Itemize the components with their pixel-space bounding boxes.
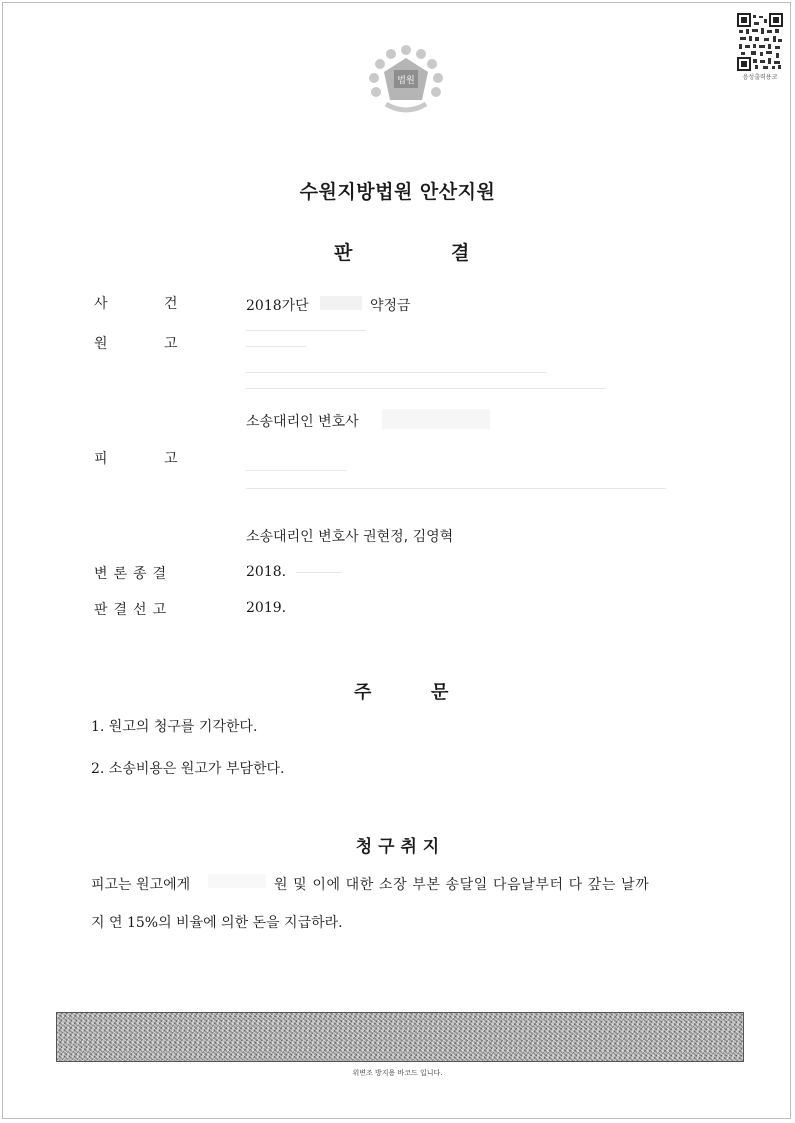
plaintiff-counsel: 소송대리인 변호사 xyxy=(246,414,359,430)
redaction xyxy=(382,409,490,429)
judgment-date-label: 판결선고 xyxy=(94,602,173,618)
claim-line-1-part-1: 피고는 원고에게 xyxy=(91,877,191,893)
court-emblem-icon xyxy=(366,42,446,120)
doc-title-char-2: 결 xyxy=(451,242,470,264)
case-claim: 약정금 xyxy=(370,298,411,314)
argument-closed-date: 2018. xyxy=(246,564,287,580)
anti-forgery-barcode xyxy=(56,1012,744,1062)
plaintiff-label-1: 원 xyxy=(94,336,108,352)
claim-heading: 청 구 취 지 xyxy=(355,837,440,857)
svg-text:법원: 법원 xyxy=(397,76,415,86)
qr-caption: 음성출력용코 xyxy=(742,74,778,81)
redaction xyxy=(320,296,362,310)
redaction xyxy=(246,488,666,489)
redaction xyxy=(208,874,266,888)
argument-closed-label: 변론종결 xyxy=(94,566,173,582)
defendant-label-2: 고 xyxy=(164,451,178,467)
page-border xyxy=(2,2,791,1119)
court-name: 수원지방법원 안산지원 xyxy=(299,181,496,203)
case-number: 2018가단 xyxy=(246,298,309,314)
redaction xyxy=(246,470,346,471)
order-item-1: 1. 원고의 청구를 기각한다. xyxy=(91,719,258,735)
claim-line-1-part-2: 원 및 이에 대한 소장 부본 송달일 다음날부터 다 갚는 날까 xyxy=(274,877,650,893)
redaction xyxy=(296,572,342,573)
plaintiff-label-2: 고 xyxy=(164,336,178,352)
case-label-1: 사 xyxy=(94,296,108,312)
redaction xyxy=(246,330,366,331)
defendant-label-1: 피 xyxy=(94,451,108,467)
order-heading-char-1: 주 xyxy=(354,682,372,703)
defendant-counsel: 소송대리인 변호사 권현정, 김영혁 xyxy=(246,529,454,545)
doc-title-char-1: 판 xyxy=(334,242,353,264)
case-label-2: 건 xyxy=(164,296,178,312)
redaction xyxy=(246,372,546,373)
order-item-2: 2. 소송비용은 원고가 부담한다. xyxy=(91,761,285,777)
claim-line-2: 지 연 15%의 비율에 의한 돈을 지급하라. xyxy=(91,915,343,931)
qr-code-icon xyxy=(737,13,783,71)
order-heading-char-2: 문 xyxy=(431,682,449,703)
barcode-caption: 위변조 방지용 바코드 입니다. xyxy=(352,1069,443,1077)
redaction xyxy=(246,388,606,389)
judgment-date: 2019. xyxy=(246,600,287,616)
redaction xyxy=(246,346,306,347)
